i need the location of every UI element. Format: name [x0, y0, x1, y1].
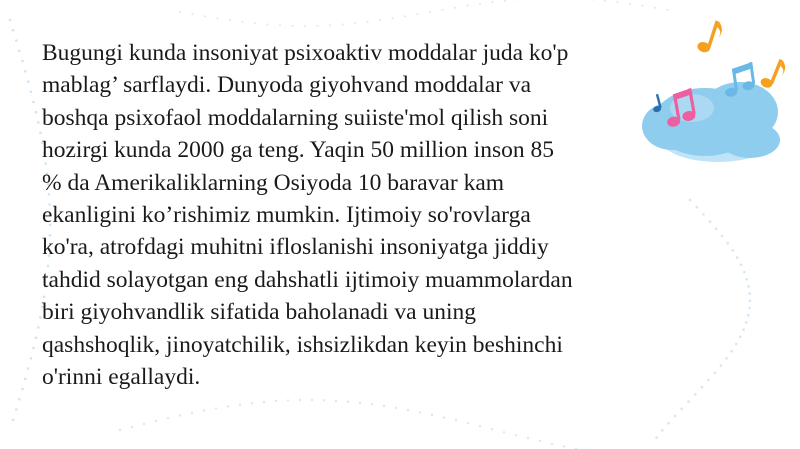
background-dot: [379, 19, 381, 21]
background-dot: [323, 399, 325, 401]
background-dot: [239, 404, 241, 406]
background-dot: [329, 24, 331, 26]
background-dot: [359, 402, 361, 404]
background-dot: [563, 445, 565, 447]
background-dot: [119, 429, 121, 431]
background-dot: [12, 419, 15, 422]
background-dot: [311, 399, 313, 401]
background-dot: [341, 23, 343, 25]
background-dot: [479, 425, 481, 427]
background-dot: [143, 423, 145, 425]
background-dot: [279, 24, 281, 26]
background-dot: [443, 416, 445, 418]
background-dot: [740, 264, 743, 267]
background-dot: [18, 398, 21, 401]
background-dot: [227, 405, 229, 407]
background-dot: [263, 401, 265, 403]
background-dot: [739, 336, 742, 339]
background-dot: [37, 326, 40, 329]
background-dot: [131, 426, 133, 428]
background-dot: [429, 11, 431, 13]
background-dot: [747, 314, 750, 317]
text-line: % da Amerikaliklarning Osiyoda 10 baravar kam: [42, 169, 505, 196]
background-dot: [179, 414, 181, 416]
background-dot: [32, 101, 35, 104]
background-dot: [366, 21, 368, 23]
background-dot: [12, 29, 15, 32]
background-dot: [241, 21, 243, 23]
background-dot: [191, 412, 193, 414]
background-dot: [748, 292, 751, 295]
background-dot: [347, 401, 349, 403]
background-dot: [454, 7, 456, 9]
background-dot: [383, 405, 385, 407]
background-dot: [24, 378, 27, 381]
background-dot: [416, 13, 418, 15]
background-dot: [466, 5, 468, 7]
background-dot: [702, 213, 705, 216]
background-dot: [747, 285, 750, 288]
background-dot: [720, 364, 723, 367]
background-dot: [9, 19, 12, 22]
background-dot: [35, 337, 38, 340]
background-dot: [266, 23, 268, 25]
text-line: hozirgi kunda 2000 ga teng. Yaqin 50 million inson 85: [42, 137, 554, 164]
background-dot: [395, 407, 397, 409]
background-dot: [204, 15, 206, 17]
cloud-icon: [642, 82, 780, 162]
background-dot: [179, 11, 181, 13]
background-dot: [299, 399, 301, 401]
background-dot: [21, 60, 24, 63]
background-dot: [37, 121, 40, 124]
background-dot: [694, 393, 697, 396]
background-dot: [745, 321, 748, 324]
background-dot: [18, 50, 21, 53]
background-dot: [674, 415, 677, 418]
background-dot: [287, 399, 289, 401]
music-note-icon: [696, 18, 724, 56]
background-dot: [407, 409, 409, 411]
background-dot: [304, 25, 306, 27]
background-dot: [21, 388, 24, 391]
background-dot: [661, 429, 664, 432]
background-dot: [215, 407, 217, 409]
background-dot: [736, 256, 739, 259]
text-line: o'rinni egallaydi.: [42, 364, 201, 391]
background-dot: [515, 434, 517, 436]
background-dot: [687, 400, 690, 403]
background-dot: [591, 0, 593, 1]
background-dot: [229, 19, 231, 21]
background-dot: [748, 307, 751, 310]
background-dot: [491, 1, 493, 3]
background-dot: [216, 17, 218, 19]
background-dot: [391, 17, 393, 19]
background-dot: [431, 414, 433, 416]
background-dot: [743, 271, 746, 274]
background-dot: [455, 419, 457, 421]
background-dot: [32, 347, 35, 350]
background-dot: [735, 343, 738, 346]
background-dot: [730, 350, 733, 353]
text-line: biri giyohvandlik sifatida baholanadi va uning: [42, 299, 477, 326]
background-dot: [155, 420, 157, 422]
background-dot: [725, 357, 728, 360]
background-dot: [714, 372, 717, 375]
body-paragraph: [42, 37, 652, 393]
text-line: tahdid solayotgan eng dahshatli ijtimoiy muammolardan: [42, 266, 573, 293]
background-dot: [371, 403, 373, 405]
background-dot: [15, 408, 18, 411]
music-cloud-decoration: [600, 0, 800, 200]
text-line: Bugungi kunda insoniyat psixoaktiv moddalar juda ko'p: [42, 40, 569, 66]
text-line: ko'ra, atrofdagi muhitni ifloslanishi insoniyatga jiddiy: [42, 234, 549, 261]
background-dot: [731, 249, 734, 252]
background-dot: [404, 15, 406, 17]
background-dot: [655, 436, 658, 439]
background-dot: [516, 0, 518, 1]
background-dot: [15, 39, 18, 42]
background-dot: [667, 422, 670, 425]
background-dot: [354, 22, 356, 24]
background-dot: [251, 402, 253, 404]
background-dot: [316, 25, 318, 27]
text-line: boshqa psixofaol moddalarning suiiste'mol qilish soni: [42, 104, 549, 131]
background-dot: [680, 408, 683, 411]
background-dot: [30, 357, 33, 360]
background-dot: [742, 328, 745, 331]
background-dot: [701, 386, 704, 389]
background-dot: [191, 13, 193, 15]
background-dot: [709, 220, 712, 223]
background-dot: [539, 440, 541, 442]
background-dot: [721, 235, 724, 238]
text-line: qashshoqlik, jinoyatchilik, ishsizlikdan keyin beshinchi: [42, 331, 563, 358]
background-dot: [27, 367, 30, 370]
background-dot: [254, 22, 256, 24]
background-dot: [707, 379, 710, 382]
background-dot: [715, 228, 718, 231]
background-dot: [419, 411, 421, 413]
background-dot: [726, 242, 729, 245]
background-dot: [275, 400, 277, 402]
background-dot: [335, 400, 337, 402]
background-dot: [291, 25, 293, 27]
background-dot: [441, 9, 443, 11]
background-dot: [479, 3, 481, 5]
background-dot: [467, 422, 469, 424]
background-dot: [504, 0, 506, 2]
background-dot: [491, 428, 493, 430]
background-dot: [551, 443, 553, 445]
background-dot: [167, 417, 169, 419]
text-line: mablag’ sarflaydi. Dunyoda giyohvand moddalar va: [42, 72, 532, 99]
background-dot: [696, 206, 699, 209]
background-dot: [27, 80, 30, 83]
background-dot: [203, 409, 205, 411]
music-note-icon: [759, 56, 788, 92]
background-dot: [503, 431, 505, 433]
background-dot: [30, 91, 33, 94]
background-dot: [24, 70, 27, 73]
text-line: ekanligini ko’rishimiz mumkin. Ijtimoiy so'rovlarga: [42, 202, 531, 229]
background-dot: [746, 278, 749, 281]
background-dot: [527, 437, 529, 439]
background-dot: [749, 300, 752, 303]
background-dot: [35, 111, 38, 114]
